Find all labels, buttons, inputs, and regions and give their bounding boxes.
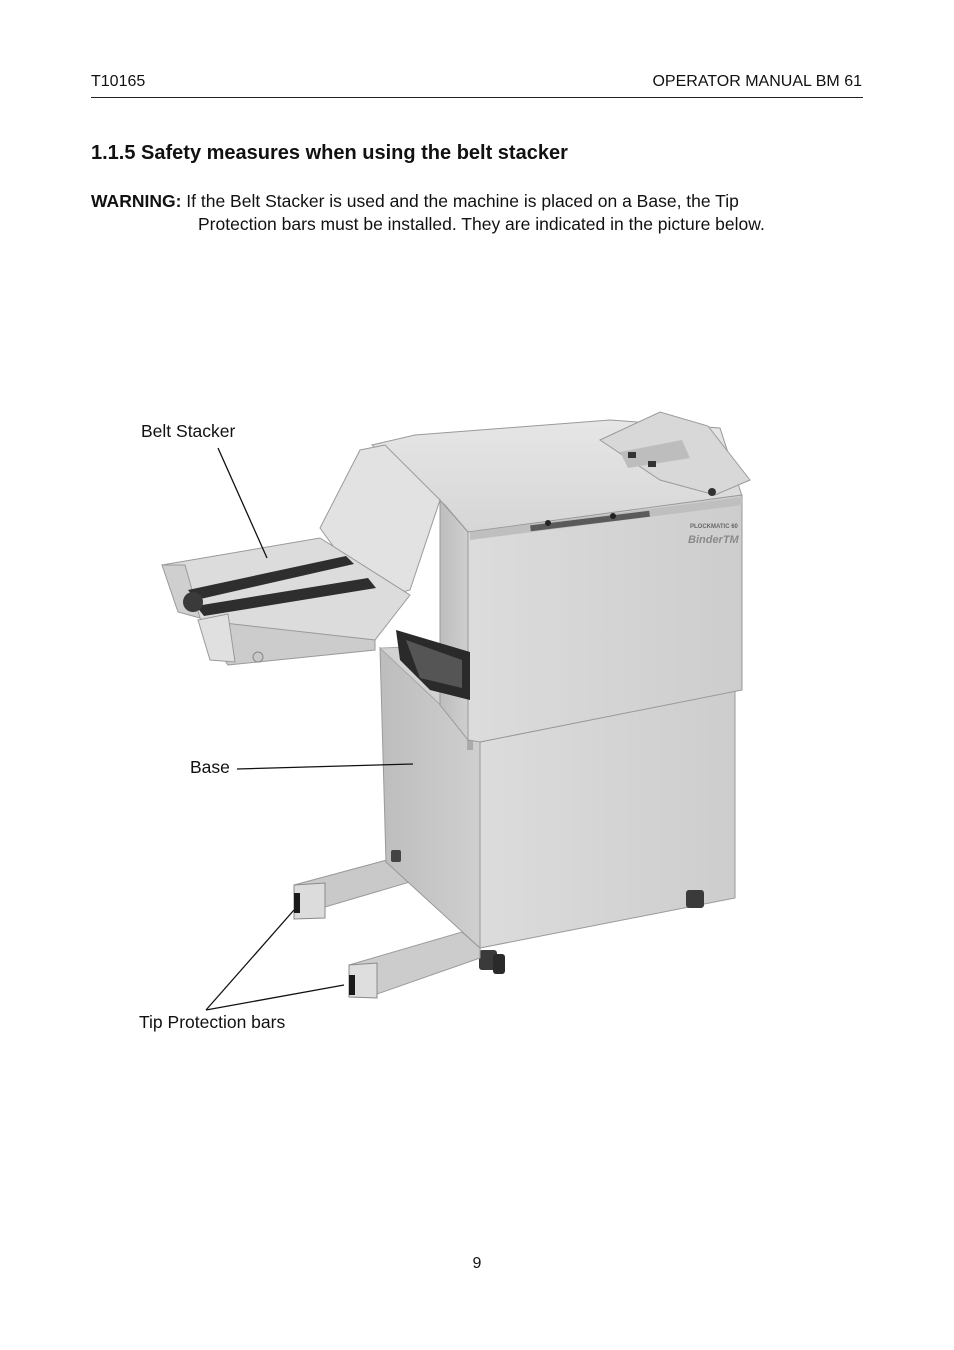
warning-line-2: Protection bars must be installed. They are indicated in the picture below. — [198, 214, 765, 234]
machine-brand: PLOCKMATIC 60 — [690, 524, 738, 530]
leader-tip-bar-front — [206, 985, 344, 1010]
callout-tip-protection-bars: Tip Protection bars — [139, 1012, 286, 1032]
tip-protection-bar-front — [349, 932, 480, 998]
leader-belt-stacker — [218, 448, 267, 558]
callout-base: Base — [190, 757, 230, 777]
section-title: 1.1.5 Safety measures when using the belt stacker — [91, 142, 568, 164]
leader-tip-bar-rear — [206, 910, 294, 1010]
page-number: 9 — [472, 1255, 482, 1272]
warning-text-1: If the Belt Stacker is used and the machine is placed on a Base, the Tip — [186, 191, 739, 211]
machine-model: BinderTM — [688, 534, 739, 546]
header-manual-title: OPERATOR MANUAL BM 61 — [652, 73, 862, 90]
callout-belt-stacker: Belt Stacker — [141, 421, 236, 441]
warning-label: WARNING: — [91, 191, 182, 211]
header-doc-code: T10165 — [91, 73, 146, 90]
